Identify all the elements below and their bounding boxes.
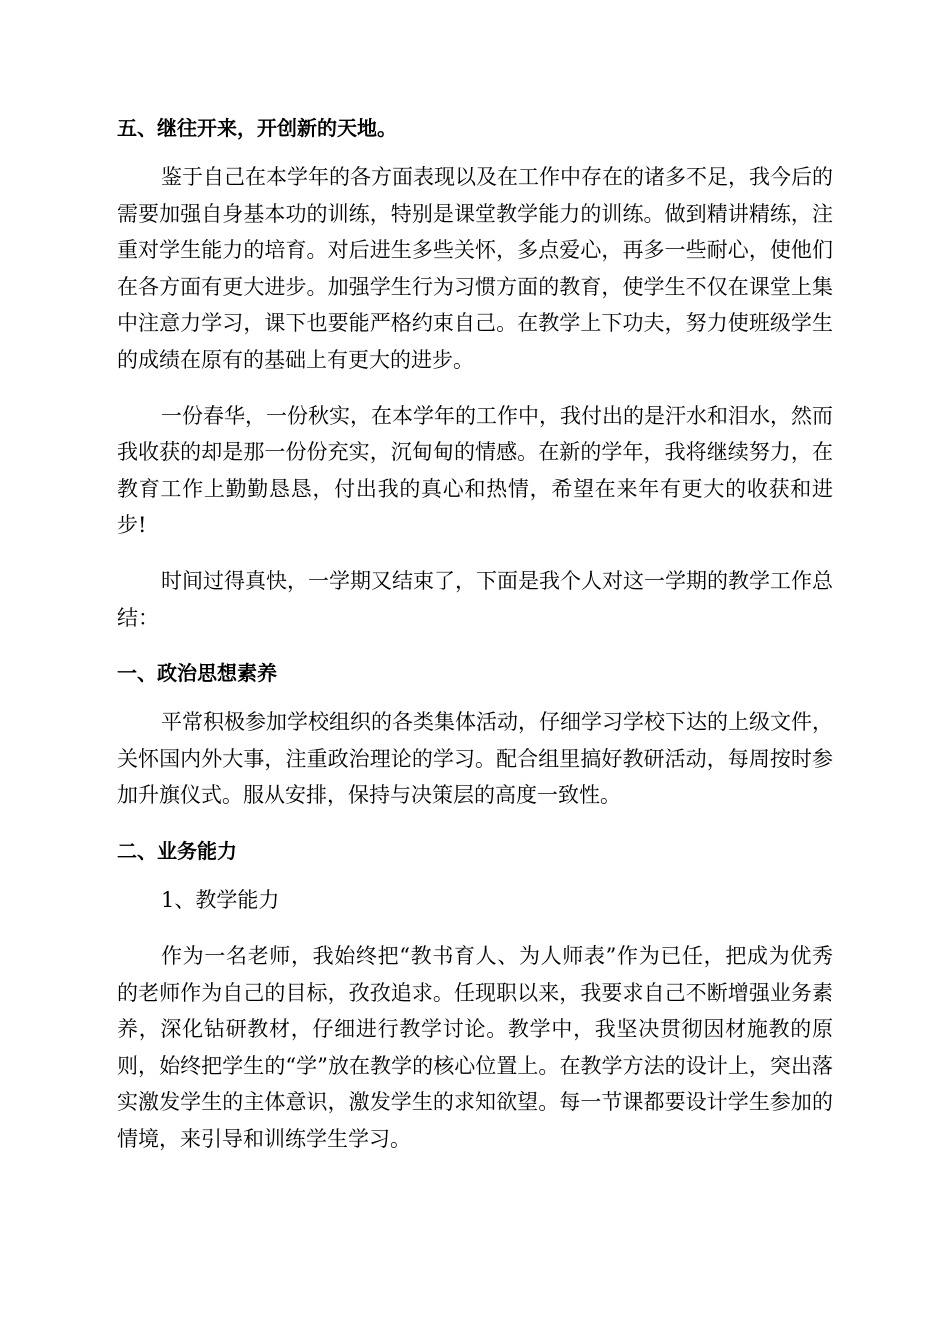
section-heading-one: 一、政治思想素养 [117,661,277,686]
paragraph: 一份春华，一份秋实，在本学年的工作中，我付出的是汗水和泪水，然而我收获的却是那一份份充实，沉甸甸的情感。在新的学年，我将继续努力，在教育工作上勤勤恳恳，付出我的真心和热情，希望在来年有更大的收获和进步! [117,403,833,538]
paragraph: 时间过得真快，一学期又结束了，下面是我个人对这一学期的教学工作总结： [117,568,833,630]
paragraph: 平常积极参加学校组织的各类集体活动，仔细学习学校下达的上级文件，关怀国内外大事，注重政治理论的学习。配合组里搞好教研活动，每周按时参加升旗仪式。服从安排，保持与决策层的高度一致性。 [117,710,833,808]
section-heading-five: 五、继往开来，开创新的天地。 [117,116,397,140]
paragraph: 鉴于自己在本学年的各方面表现以及在工作中存在的诸多不足，我今后的需要加强自身基本功的训练，特别是课堂教学能力的训练。做到精讲精练，注重对学生能力的培育。对后进生多些关怀，多点爱心，再多一些耐心，使他们在各方面有更大进步。加强学生行为习惯方面的教育，使学生不仅在课堂上集中注意力学习，课下也要能严格约束自己。在教学上下功夫，努力使班级学生的成绩在原有的基础上有更大的进步。 [117,165,833,372]
subsection-heading: 1、教学能力 [161,887,280,912]
paragraph: 作为一名老师，我始终把“教书育人、为人师表”作为已任，把成为优秀的老师作为自己的目标，孜孜追求。任现职以来，我要求自己不断增强业务素养，深化钻研教材，仔细进行教学讨论。教学中，我坚决贯彻因材施教的原则，始终把学生的“学”放在教学的核心位置上。在教学方法的设计上，突出落实激发学生的主体意识，激发学生的求知欲望。每一节课都要设计学生参加的情境，来引导和训练学生学习。 [117,943,833,1151]
document-page [117,110,833,1157]
section-heading-two: 二、业务能力 [117,838,237,863]
